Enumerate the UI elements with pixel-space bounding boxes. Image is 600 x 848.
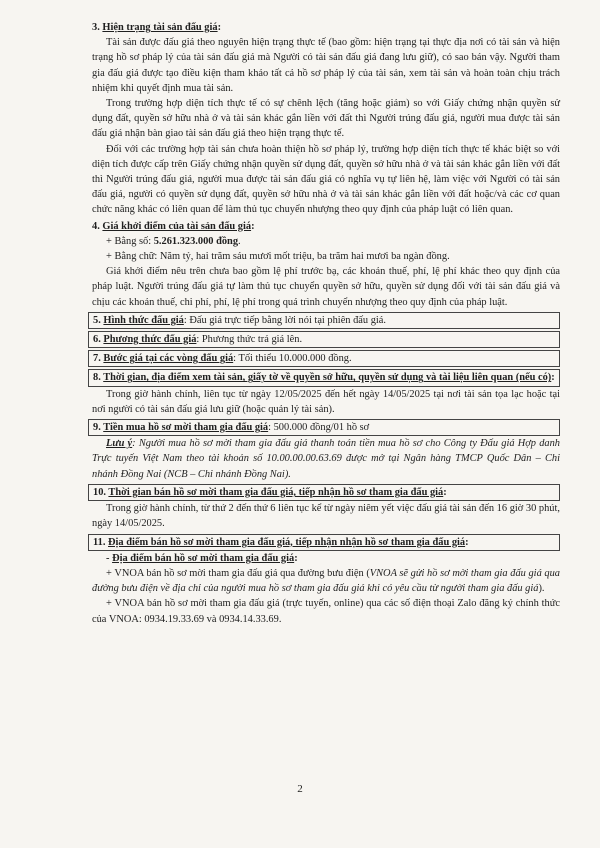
section-6-heading: [88, 331, 560, 348]
section-number: 4.: [92, 220, 100, 232]
item-italic-text: VNOA sẽ gửi hồ sơ mời tham gia đấu giá qua đường bưu điện về địa chỉ của người mua hồ sơ tham gia đấu giá khi có yêu cầu từ người tham gia đấu giá: [92, 567, 560, 595]
sale-method-online: + VNOA bán hồ sơ mời tham gia đấu giá (trực tuyến, online) qua các số điện thoại Zalo đăng ký chính thức của VNOA: 0934.19.33.69 và 0934.14.33.69.: [92, 598, 560, 625]
section-7-heading: [88, 350, 560, 367]
sale-method-post: [92, 566, 560, 596]
section-number: 8.: [93, 372, 101, 384]
section-text: : Tối thiểu 10.000.000 đồng.: [233, 353, 352, 365]
section-number: 3.: [92, 22, 100, 33]
sub-prefix: -: [106, 552, 113, 564]
section-title: Thời gian, địa điểm xem tài sản, giấy tờ về quyền sở hữu, quyền sử dụng và tài liệu liên quan (nếu có): [103, 372, 552, 384]
section-title: Bước giá tại các vòng đấu giá: [103, 353, 234, 365]
item-text: + VNOA bán hồ sơ mời tham gia đấu giá qua đường bưu điện (: [106, 567, 370, 579]
section-title: Tiền mua hồ sơ mời tham gia đấu giá: [103, 422, 269, 434]
section-4-heading: [92, 219, 560, 234]
paragraph: Tài sản được đấu giá theo nguyên hiện trạng thực tế (bao gồm: hiện trạng tại thực địa nơi có tài sản và hiện trạng hồ sơ pháp lý của tài sản đấu giá mà Người có tài sản đấu giá đang lưu giữ), có sao bán vậy. Người tham gia đấu giá được tạo điều kiện tham khảo tất cả hồ sơ pháp lý của tài sản, xem tài sản và hoàn toàn chịu trách nhiệm khi quyết định mua tài sản.: [92, 37, 560, 94]
paragraph: Trong trường hợp diện tích thực tế có sự chênh lệch (tăng hoặc giảm) so với Giấy chứng nhận quyền sử dụng đất, quyền sở hữu nhà ở và tài sản khác gắn liền với đất thì Người trúng đấu giá, người mua được tài sản đấu giá nhận bàn giao tài sản đấu giá theo hiện trạng thực tế.: [92, 98, 560, 140]
section-number: 11.: [93, 536, 106, 548]
section-title: Hình thức đấu giá: [103, 314, 184, 326]
section-8-heading: [88, 369, 560, 386]
paragraph: Giá khởi điểm nêu trên chưa bao gồm lệ phí trước bạ, các khoản thuế, phí, lệ phí khác theo quy định của pháp luật. Người trúng đấu giá tự làm thủ tục chuyển quyền sở hữu, quyền sử dụng đối với tài sản đấu giá và chịu các khoản thuế, chi phí, phí, lệ phí trong quá trình chuyển nhượng theo quy định của pháp luật.: [92, 266, 560, 308]
section-colon: :: [251, 220, 255, 232]
section-title: Thời gian bán hồ sơ mời tham gia đấu giá, tiếp nhận hồ sơ tham gia đấu giá: [108, 486, 444, 498]
section-number: 9.: [93, 422, 101, 434]
section-title: Phương thức đấu giá: [103, 334, 197, 346]
page-number: 2: [297, 783, 303, 795]
section-colon: :: [217, 22, 222, 33]
price-figures-value: 5.261.323.000 đồng: [153, 235, 239, 247]
section-text: : Đấu giá trực tiếp bằng lời nói tại phiên đấu giá.: [183, 314, 386, 326]
section-10-heading: [88, 484, 560, 501]
payment-note: [92, 436, 560, 482]
sub-colon: :: [294, 552, 298, 564]
section-text: : 500.000 đồng/01 hồ sơ: [268, 422, 370, 434]
price-figures-label: + Bằng số:: [106, 235, 154, 247]
section-11-heading: [88, 534, 560, 551]
section-colon: :: [551, 372, 555, 384]
document-body: [92, 20, 560, 627]
section-title: Giá khởi điểm của tài sản đấu giá: [102, 220, 252, 232]
section-title: Hiện trạng tài sản đấu giá: [102, 22, 218, 33]
section-number: 6.: [93, 334, 101, 346]
section-5-heading: [88, 312, 560, 329]
price-in-words: + Bằng chữ: Năm tỷ, hai trăm sáu mươi mốt triệu, ba trăm hai mươi ba ngàn đồng.: [106, 251, 450, 263]
note-text: : Người mua hồ sơ mời tham gia đấu giá thanh toán tiền mua hồ sơ cho Công ty Đấu giá Hợp danh Trực tuyến Việt Nam theo tài khoản số 10.00.00.00.63.69 được mở tại Ngân hàng TMCP Quốc Dân – Chi nhánh Đồng Nai (NCB – Chi nhánh Đồng Nai).: [92, 438, 560, 480]
section-3-heading: [92, 20, 560, 35]
section-colon: :: [465, 536, 469, 548]
paragraph: Trong giờ hành chính, liên tục từ ngày 12/05/2025 đến hết ngày 14/05/2025 tại nơi tài sản tọa lạc hoặc tại nơi người có tài sản đấu giá lưu giữ (hoặc quản lý tài sản).: [92, 388, 560, 415]
note-label: Lưu ý: [106, 438, 133, 450]
price-in-figures: [92, 234, 560, 249]
section-number: 7.: [93, 353, 101, 365]
section-title: Địa điểm bán hồ sơ mời tham gia đấu giá, tiếp nhận nhận hồ sơ tham gia đấu giá: [108, 536, 466, 548]
sub-heading: [92, 551, 560, 566]
sub-title: Địa điểm bán hồ sơ mời tham gia đấu giá: [112, 552, 295, 564]
paragraph: Đối với các trường hợp tài sản chưa hoàn thiện hồ sơ pháp lý, trường hợp diện tích thực tế khác biệt so với diện tích được cấp trên Giấy chứng nhận quyền sử dụng đất, quyền sở hữu nhà ở và tài sản khác gắn liền với đất thì Người trúng đấu giá, người mua được tài sản đấu giá có nghĩa vụ tự liên hệ, làm việc với Người có tài sản đấu giá, người có quyền sử dụng đất, quyền sở hữu nhà ở và tài sản khác gắn liền với đất hoặc/và các cơ quan chức năng khác có liên quan để làm thủ tục chuyển nhượng theo quy định của pháp luật có liên quan.: [92, 143, 560, 216]
item-end: ).: [538, 583, 545, 595]
section-9-heading: [88, 419, 560, 436]
section-number: 5.: [93, 314, 101, 326]
section-text: : Phương thức trả giá lên.: [196, 334, 303, 346]
paragraph: Trong giờ hành chính, từ thứ 2 đến thứ 6 liên tục kể từ ngày niêm yết việc đấu giá tài sản đến 16 giờ 30 phút, ngày 14/05/2025.: [92, 503, 560, 530]
section-colon: :: [443, 486, 447, 498]
price-figures-end: .: [238, 235, 241, 247]
section-number: 10.: [93, 486, 106, 498]
